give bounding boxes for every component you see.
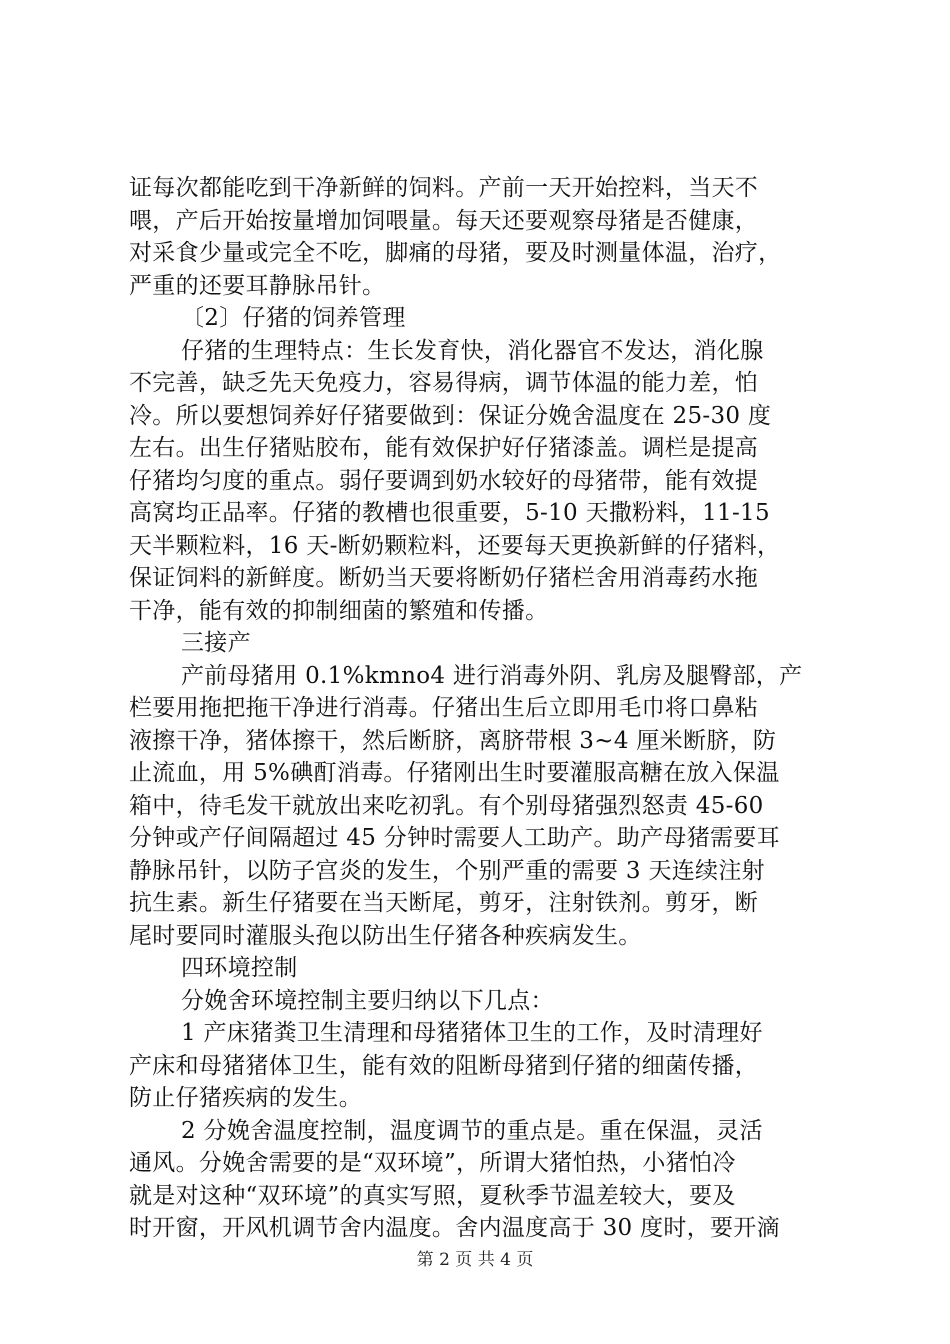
text-line: 保证饲料的新鲜度。断奶当天要将断奶仔猪栏舍用消毒药水拖 <box>129 565 759 591</box>
text-line: 产床和母猪猪体卫生，能有效的阻断母猪到仔猪的细菌传播， <box>129 1052 759 1079</box>
page-number-label: 第 2 页 共 4 页 <box>416 1250 534 1270</box>
text-line: 止流血，用 5%碘酊消毒。仔猪刚出生时要灌服高糖在放入保温 <box>129 760 780 786</box>
text-line: 冷。所以要想饲养好仔猪要做到：保证分娩舍温度在 25-30 度 <box>129 402 772 429</box>
text-line: 严重的还要耳静脉吊针。 <box>129 272 386 299</box>
text-line: 箱中，待毛发干就放出来吃初乳。有个别母猪强烈怒责 45-60 <box>129 792 764 819</box>
text-line: 就是对这种“双环境”的真实写照，夏秋季节温差较大，要及 <box>129 1182 736 1209</box>
text-line: 证每次都能吃到干净新鲜的饲料。产前一天开始控料，当天不 <box>129 175 759 201</box>
text-line: 时开窗，开风机调节舍内温度。舍内温度高于 30 度时，要开滴 <box>129 1215 780 1241</box>
text-line: 分娩舍环境控制主要归纳以下几点： <box>181 987 554 1014</box>
page-footer <box>0 1245 950 1270</box>
text-line: 高窝均正品率。仔猪的教槽也很重要，5-10 天撒粉料，11-15 <box>129 500 770 526</box>
text-line: 三接产 <box>181 630 251 656</box>
text-line: 天半颗粒料，16 天-断奶颗粒料，还要每天更换新鲜的仔猪料， <box>129 532 781 559</box>
text-line: 仔猪均匀度的重点。弱仔要调到奶水较好的母猪带，能有效提 <box>129 467 759 494</box>
text-line: 尾时要同时灌服头孢以防出生仔猪各种疾病发生。 <box>129 922 642 949</box>
text-line: 通风。分娩舍需要的是“双环境”，所谓大猪怕热，小猪怕冷 <box>129 1150 736 1176</box>
text-line: 〔2〕仔猪的饲养管理 <box>181 305 406 331</box>
text-line: 分钟或产仔间隔超过 45 分钟时需要人工助产。助产母猪需要耳 <box>129 825 780 851</box>
text-line: 产前母猪用 0.1%kmno4 进行消毒外阴、乳房及腿臀部，产 <box>181 662 803 689</box>
text-line: 防止仔猪疾病的发生。 <box>129 1085 362 1111</box>
text-line: 左右。出生仔猪贴胶布，能有效保护好仔猪漆盖。调栏是提高 <box>129 435 759 461</box>
text-line: 不完善，缺乏先天免疫力，容易得病，调节体温的能力差，怕 <box>129 370 759 396</box>
text-line: 仔猪的生理特点：生长发育快，消化器官不发达，消化腺 <box>181 337 764 364</box>
text-line: 喂，产后开始按量增加饲喂量。每天还要观察母猪是否健康， <box>129 207 759 234</box>
document-body <box>129 172 829 1245</box>
text-line: 四环境控制 <box>181 955 298 981</box>
text-line: 干净，能有效的抑制细菌的繁殖和传播。 <box>129 597 549 624</box>
text-line: 2 分娩舍温度控制，温度调节的重点是。重在保温，灵活 <box>181 1117 763 1144</box>
text-line: 抗生素。新生仔猪要在当天断尾，剪牙，注射铁剂。剪牙，断 <box>129 890 759 916</box>
text-line: 1 产床猪粪卫生清理和母猪猪体卫生的工作，及时清理好 <box>181 1020 763 1046</box>
text-line: 液擦干净，猪体擦干，然后断脐，离脐带根 3~4 厘米断脐，防 <box>129 727 777 754</box>
text-line: 栏要用拖把拖干净进行消毒。仔猪出生后立即用毛巾将口鼻粘 <box>129 695 759 721</box>
text-line: 对采食少量或完全不吃，脚痛的母猪，要及时测量体温，治疗， <box>129 240 782 266</box>
text-line: 静脉吊针，以防子宫炎的发生，个别严重的需要 3 天连续注射 <box>129 857 765 884</box>
